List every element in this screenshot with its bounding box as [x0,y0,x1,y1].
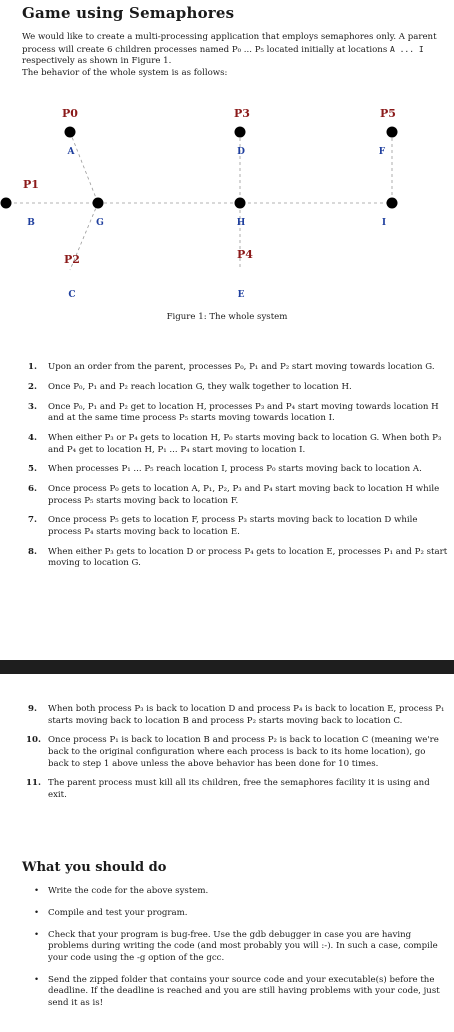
steps-list-bottom [22,704,448,810]
node-B [1,198,12,209]
process-nodes [1,127,398,209]
location-label-f: F [378,147,386,157]
figure-caption: Figure 1: The whole system [166,312,288,322]
bullet-icon: • [34,974,40,985]
node-A [65,127,76,138]
location-label-a: A [67,147,75,157]
line-A-G [70,132,98,203]
step-item [22,704,448,727]
bullet-icon: • [34,929,40,940]
process-label-p4: P4 [237,248,253,261]
todo-text: Send the zipped folder that contains your source code and your executable(s) before the deadline. If the deadline is reached and you are still having problems with your code, just send it as is! [48,974,440,1008]
todo-item [22,886,448,898]
step-text: Once process P₅ gets to location F, process P₃ starts moving back to location D while process P₄ starts moving back to location E. [48,515,418,538]
step-number: 7. [28,515,37,526]
bullet-icon: • [34,907,40,918]
location-label-b: B [27,218,35,228]
step-number: 4. [28,432,37,443]
page-divider [0,660,454,674]
connection-lines [8,132,392,270]
steps-list-top [22,362,448,578]
todo-list [22,886,448,1020]
step-number: 9. [28,704,37,714]
location-label-e: E [237,290,245,300]
node-F [387,127,398,138]
step-text: Once process P₀ gets to location A, P₁, P₂, P₃ and P₄ start moving back to location H while process P₅ starts moving back to location F. [48,484,440,506]
page-bottom [0,674,454,1032]
location-label-d: D [237,147,245,157]
step-text: Once P₀, P₁ and P₂ get to location H, processes P₃ and P₄ start moving towards location H and at the same time process P₅ starts moving towards location I. [48,401,439,424]
step-text: Upon an order from the parent, processes P₀, P₁ and P₂ start moving towards location G. [48,362,435,372]
step-item [22,547,448,570]
step-text: When processes P₁ ... P₅ reach location I, process P₀ starts moving back to location A. [48,464,422,475]
process-label-p1: P1 [23,178,39,191]
figure-whole-system [0,100,454,330]
todo-text: Write the code for the above system. [48,886,209,896]
intro-paragraph [22,32,448,79]
step-number: 5. [28,464,37,475]
section-heading: What you should do [22,860,167,875]
step-number: 1. [28,362,37,372]
step-text: When both process P₃ is back to location D and process P₄ is back to location E, process P₁ starts moving back to location B and process P₂ starts moving back to location C. [48,704,445,726]
intro-line-1: We would like to create a multi-processing application that employs semaphores only. A parent process will create 6 children processes named P₀ ... P₅ located initially at locations [22,32,437,55]
step-number: 6. [28,484,37,495]
node-I [387,198,398,209]
step-item [22,735,448,770]
node-D [235,127,246,138]
process-label-p0: P0 [62,107,78,120]
intro-locations-code: A ... I [389,44,424,54]
step-number: 2. [28,381,37,392]
step-text: Once P₀, P₁ and P₂ reach location G, they walk together to location H. [48,381,352,392]
node-G [93,198,104,209]
step-number: 3. [28,401,37,412]
location-label-c: C [68,290,76,300]
step-item [22,484,448,507]
step-text: When either P₃ or P₄ gets to location H, P₀ starts moving back to location G. When both P₃ and P₄ get to location H, P₁ ... P₄ start moving to location I. [48,432,442,455]
step-item [22,515,448,538]
step-item [22,362,448,374]
page-title: Game using Semaphores [22,4,235,22]
todo-item [22,908,448,920]
todo-text: Check that your program is bug-free. Use the gdb debugger in case you are having problems during writing the code (and most probably you will :-). In such a case, compile your code using the -g option of the gcc. [48,929,438,963]
system-diagram [0,100,454,310]
process-label-p2: P2 [64,253,80,266]
step-text: The parent process must kill all its children, free the semaphores facility it is using and exit. [48,778,430,800]
step-item [22,402,448,425]
step-number: 11. [26,778,41,789]
step-item [22,778,448,801]
todo-item [22,975,448,1010]
step-item [22,382,448,394]
intro-line-3: The behavior of the whole system is as follows: [22,67,228,78]
intro-line-2: respectively as shown in Figure 1. [22,56,172,67]
process-label-p3: P3 [234,107,250,120]
step-item [22,464,448,476]
todo-text: Compile and test your program. [48,907,188,918]
location-label-i: I [381,218,387,228]
step-number: 8. [28,546,37,557]
bullet-icon: • [34,886,40,896]
step-text: When either P₃ gets to location D or process P₄ gets to location E, processes P₁ and P₂ start moving to location G. [48,546,448,569]
step-item [22,433,448,456]
location-label-h: H [236,218,246,228]
step-text: Once process P₁ is back to location B and process P₂ is back to location C (meaning we're back to the original configuration where each process is back to its home location), go back to step 1 above unless the above behavior has been done for 10 times. [48,735,439,769]
step-number: 10. [26,735,41,746]
location-label-g: G [96,218,104,228]
todo-item [22,930,448,965]
process-label-p5: P5 [380,107,396,120]
node-H [235,198,246,209]
